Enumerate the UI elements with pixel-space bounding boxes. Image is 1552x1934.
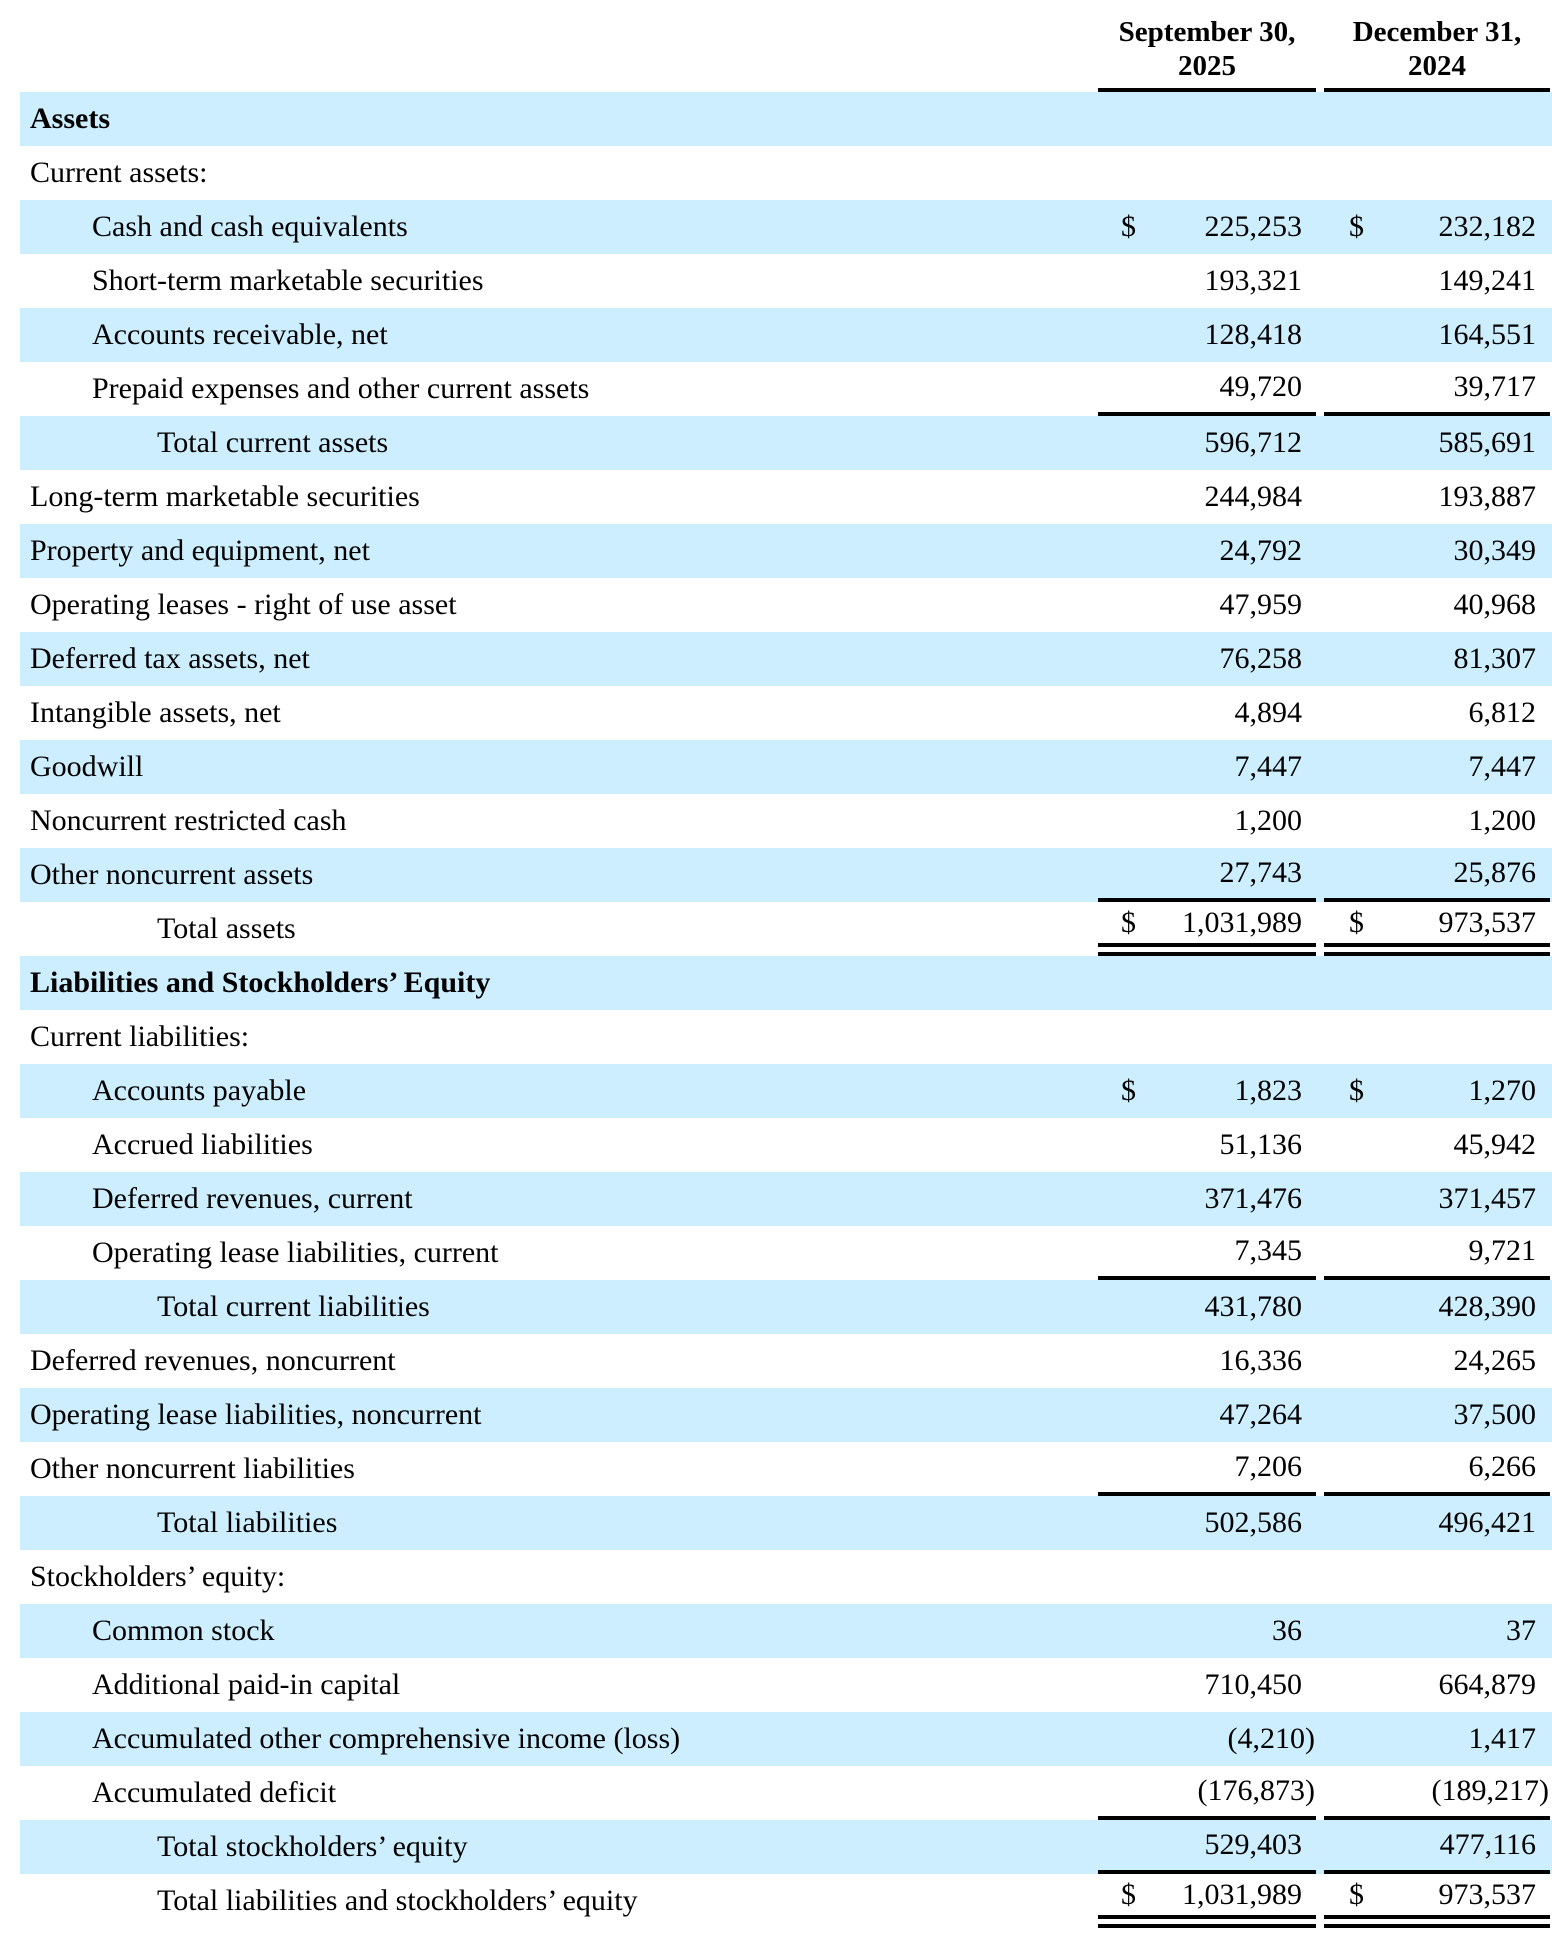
table-row bbox=[20, 308, 1552, 362]
amount-2025 bbox=[1098, 416, 1316, 470]
row-label: Accumulated deficit bbox=[92, 1776, 337, 1809]
dollar-sign: $ bbox=[1349, 905, 1364, 939]
row-label: Intangible assets, net bbox=[30, 696, 281, 729]
section-header-row bbox=[20, 956, 1552, 1010]
amount-2025 bbox=[1098, 1712, 1316, 1766]
amount-value: 149,241 bbox=[1438, 264, 1536, 297]
amount-value: 1,031,989 bbox=[1182, 905, 1302, 939]
table-row bbox=[20, 902, 1552, 956]
amount-value: 6,812 bbox=[1468, 696, 1536, 729]
table-row bbox=[20, 1388, 1552, 1442]
amount-2025 bbox=[1098, 1658, 1316, 1712]
amount-value: 24,265 bbox=[1453, 1344, 1536, 1377]
amount-2025 bbox=[1098, 146, 1316, 200]
amount-2025 bbox=[1098, 794, 1316, 848]
table-row bbox=[20, 578, 1552, 632]
amount-2024 bbox=[1324, 416, 1550, 470]
dollar-sign: $ bbox=[1121, 905, 1136, 939]
amount-value: 45,942 bbox=[1453, 1128, 1536, 1161]
amount-2024 bbox=[1324, 200, 1550, 254]
row-label: Accounts receivable, net bbox=[92, 318, 388, 351]
row-label: Property and equipment, net bbox=[30, 534, 370, 567]
amount-2024 bbox=[1324, 632, 1550, 686]
amount-value: 428,390 bbox=[1438, 1290, 1536, 1323]
table-row bbox=[20, 200, 1552, 254]
dollar-sign: $ bbox=[1121, 1074, 1136, 1107]
amount-value: 244,984 bbox=[1204, 480, 1302, 513]
table-body bbox=[20, 92, 1552, 1928]
amount-value: 477,116 bbox=[1439, 1828, 1536, 1861]
amount-2024 bbox=[1324, 1388, 1550, 1442]
table-row bbox=[20, 146, 1552, 200]
amount-2024 bbox=[1324, 470, 1550, 524]
row-label: Total liabilities bbox=[157, 1506, 338, 1539]
table-row bbox=[20, 470, 1552, 524]
row-label: Assets bbox=[30, 102, 110, 135]
table-row bbox=[20, 1820, 1552, 1874]
amount-value: 371,457 bbox=[1438, 1182, 1536, 1215]
amount-value: 1,270 bbox=[1468, 1074, 1536, 1107]
amount-2024 bbox=[1324, 254, 1550, 308]
row-label: Prepaid expenses and other current assets bbox=[92, 372, 590, 405]
amount-2024 bbox=[1324, 1766, 1550, 1820]
row-label: Total current liabilities bbox=[157, 1290, 430, 1323]
row-label: Operating lease liabilities, noncurrent bbox=[30, 1398, 482, 1431]
amount-value: 496,421 bbox=[1438, 1506, 1536, 1539]
table-row bbox=[20, 1442, 1552, 1496]
amount-2025 bbox=[1098, 956, 1316, 1010]
dollar-sign: $ bbox=[1349, 1074, 1364, 1107]
amount-2024 bbox=[1324, 362, 1550, 416]
amount-2025 bbox=[1098, 1118, 1316, 1172]
amount-2024 bbox=[1324, 848, 1550, 902]
amount-value: 76,258 bbox=[1219, 642, 1302, 675]
row-label: Long-term marketable securities bbox=[30, 480, 420, 513]
row-label: Goodwill bbox=[30, 750, 144, 783]
amount-2024 bbox=[1324, 308, 1550, 362]
amount-2025 bbox=[1098, 902, 1316, 956]
amount-2024 bbox=[1324, 1496, 1550, 1550]
table-row bbox=[20, 1604, 1552, 1658]
row-label: Current liabilities: bbox=[30, 1020, 250, 1053]
row-label: Short-term marketable securities bbox=[92, 264, 484, 297]
column-header-date-line: September 30, bbox=[1118, 15, 1296, 48]
table-row bbox=[20, 1226, 1552, 1280]
amount-2025 bbox=[1098, 740, 1316, 794]
table-row bbox=[20, 1010, 1552, 1064]
row-label: Accumulated other comprehensive income (loss) bbox=[92, 1722, 681, 1755]
amount-value: 27,743 bbox=[1219, 856, 1302, 889]
amount-value: 7,345 bbox=[1234, 1234, 1302, 1267]
dollar-sign: $ bbox=[1349, 1877, 1364, 1911]
amount-2025 bbox=[1098, 848, 1316, 902]
amount-value: 49,720 bbox=[1219, 370, 1302, 403]
amount-value: 193,887 bbox=[1438, 480, 1536, 513]
table-row bbox=[20, 1280, 1552, 1334]
table-row bbox=[20, 1064, 1552, 1118]
amount-2024 bbox=[1324, 1712, 1550, 1766]
amount-2025 bbox=[1098, 1064, 1316, 1118]
table-row bbox=[20, 1172, 1552, 1226]
amount-2025 bbox=[1098, 686, 1316, 740]
amount-value: 51,136 bbox=[1219, 1128, 1302, 1161]
row-label: Deferred tax assets, net bbox=[30, 642, 310, 675]
amount-2024 bbox=[1324, 1226, 1550, 1280]
amount-2025 bbox=[1098, 1388, 1316, 1442]
amount-value: 502,586 bbox=[1204, 1506, 1302, 1539]
amount-value: 193,321 bbox=[1204, 264, 1302, 297]
amount-value: 24,792 bbox=[1219, 534, 1302, 567]
amount-value: 710,450 bbox=[1204, 1668, 1302, 1701]
amount-2024 bbox=[1324, 794, 1550, 848]
dollar-sign: $ bbox=[1121, 210, 1136, 243]
row-label: Accounts payable bbox=[92, 1074, 307, 1107]
amount-value: 16,336 bbox=[1219, 1344, 1302, 1377]
amount-value: (4,210) bbox=[1227, 1722, 1315, 1755]
table-row bbox=[20, 524, 1552, 578]
amount-2025 bbox=[1098, 632, 1316, 686]
amount-2024 bbox=[1324, 146, 1550, 200]
table-row bbox=[20, 686, 1552, 740]
amount-2024 bbox=[1324, 686, 1550, 740]
amount-value: 1,200 bbox=[1468, 804, 1536, 837]
amount-2024 bbox=[1324, 1118, 1550, 1172]
amount-2024 bbox=[1324, 1658, 1550, 1712]
amount-2024 bbox=[1324, 1172, 1550, 1226]
dollar-sign: $ bbox=[1349, 210, 1364, 243]
amount-2025 bbox=[1098, 362, 1316, 416]
column-header-year-line: 2024 bbox=[1408, 49, 1466, 82]
row-label: Operating leases - right of use asset bbox=[30, 588, 457, 621]
amount-value: 36 bbox=[1272, 1614, 1302, 1647]
amount-2025 bbox=[1098, 1766, 1316, 1820]
row-label: Deferred revenues, current bbox=[92, 1182, 413, 1215]
amount-value: 164,551 bbox=[1438, 318, 1536, 351]
amount-2025 bbox=[1098, 254, 1316, 308]
amount-2025 bbox=[1098, 308, 1316, 362]
section-header-row bbox=[20, 92, 1552, 146]
table-row bbox=[20, 362, 1552, 416]
amount-2024 bbox=[1324, 524, 1550, 578]
amount-2025 bbox=[1098, 92, 1316, 146]
amount-value: 596,712 bbox=[1204, 426, 1302, 459]
table-row bbox=[20, 1874, 1552, 1928]
amount-2024 bbox=[1324, 92, 1550, 146]
amount-value: 664,879 bbox=[1438, 1668, 1536, 1701]
table-row bbox=[20, 632, 1552, 686]
amount-2025 bbox=[1098, 1226, 1316, 1280]
amount-value: 1,417 bbox=[1468, 1722, 1536, 1755]
amount-value: 47,959 bbox=[1219, 588, 1302, 621]
amount-value: 4,894 bbox=[1234, 696, 1302, 729]
column-header-year-line: 2025 bbox=[1178, 49, 1236, 82]
amount-2024 bbox=[1324, 1010, 1550, 1064]
column-header-sep-30-2025 bbox=[1098, 15, 1316, 92]
amount-value: 1,823 bbox=[1234, 1074, 1302, 1107]
amount-2025 bbox=[1098, 1874, 1316, 1928]
amount-2024 bbox=[1324, 1334, 1550, 1388]
amount-2024 bbox=[1324, 1550, 1550, 1604]
amount-2024 bbox=[1324, 740, 1550, 794]
amount-value: 585,691 bbox=[1438, 426, 1536, 459]
amount-2024 bbox=[1324, 578, 1550, 632]
amount-2025 bbox=[1098, 578, 1316, 632]
table-row bbox=[20, 1550, 1552, 1604]
amount-value: 1,031,989 bbox=[1182, 1877, 1302, 1911]
row-label: Operating lease liabilities, current bbox=[92, 1236, 499, 1269]
amount-value: 431,780 bbox=[1204, 1290, 1302, 1323]
amount-value: 1,200 bbox=[1234, 804, 1302, 837]
table-row bbox=[20, 1334, 1552, 1388]
amount-2025 bbox=[1098, 200, 1316, 254]
amount-2025 bbox=[1098, 524, 1316, 578]
amount-value: 7,447 bbox=[1234, 750, 1302, 783]
row-label: Other noncurrent assets bbox=[30, 858, 314, 891]
table-row bbox=[20, 416, 1552, 470]
amount-value: 37 bbox=[1506, 1614, 1536, 1647]
amount-2025 bbox=[1098, 1334, 1316, 1388]
row-label: Other noncurrent liabilities bbox=[30, 1452, 355, 1485]
amount-2025 bbox=[1098, 1550, 1316, 1604]
amount-value: 25,876 bbox=[1453, 856, 1536, 889]
table-row bbox=[20, 1712, 1552, 1766]
row-label: Total stockholders’ equity bbox=[157, 1830, 468, 1863]
row-label: Total liabilities and stockholders’ equity bbox=[157, 1884, 638, 1917]
amount-value: 973,537 bbox=[1438, 1877, 1536, 1911]
row-label: Accrued liabilities bbox=[92, 1128, 313, 1161]
amount-2024 bbox=[1324, 1064, 1550, 1118]
amount-2025 bbox=[1098, 470, 1316, 524]
row-label: Total current assets bbox=[157, 426, 389, 459]
amount-2025 bbox=[1098, 1604, 1316, 1658]
row-label: Cash and cash equivalents bbox=[92, 210, 408, 243]
amount-2024 bbox=[1324, 902, 1550, 956]
amount-value: 6,266 bbox=[1468, 1450, 1536, 1483]
table-row bbox=[20, 794, 1552, 848]
amount-value: (189,217) bbox=[1431, 1774, 1549, 1807]
amount-2024 bbox=[1324, 1874, 1550, 1928]
table-row bbox=[20, 1496, 1552, 1550]
amount-value: 47,264 bbox=[1219, 1398, 1302, 1431]
table-row bbox=[20, 254, 1552, 308]
row-label: Liabilities and Stockholders’ Equity bbox=[30, 966, 491, 999]
amount-2025 bbox=[1098, 1172, 1316, 1226]
amount-2025 bbox=[1098, 1820, 1316, 1874]
amount-value: 37,500 bbox=[1453, 1398, 1536, 1431]
amount-value: 7,447 bbox=[1468, 750, 1536, 783]
table-row bbox=[20, 1118, 1552, 1172]
column-header-dec-31-2024 bbox=[1324, 15, 1550, 92]
row-label: Additional paid-in capital bbox=[92, 1668, 401, 1701]
table-row bbox=[20, 740, 1552, 794]
amount-2025 bbox=[1098, 1010, 1316, 1064]
amount-value: 232,182 bbox=[1438, 210, 1536, 243]
table-row bbox=[20, 1658, 1552, 1712]
column-header-date-line: December 31, bbox=[1352, 15, 1522, 48]
table-header-row bbox=[20, 10, 1552, 92]
table-row bbox=[20, 1766, 1552, 1820]
amount-2024 bbox=[1324, 1820, 1550, 1874]
amount-value: 30,349 bbox=[1453, 534, 1536, 567]
amount-2024 bbox=[1324, 1442, 1550, 1496]
row-label: Total assets bbox=[157, 912, 296, 945]
amount-2024 bbox=[1324, 1604, 1550, 1658]
amount-2024 bbox=[1324, 956, 1550, 1010]
amount-value: 973,537 bbox=[1438, 905, 1536, 939]
amount-value: 7,206 bbox=[1234, 1450, 1302, 1483]
amount-value: 39,717 bbox=[1453, 370, 1536, 403]
amount-2025 bbox=[1098, 1442, 1316, 1496]
row-label: Noncurrent restricted cash bbox=[30, 804, 347, 837]
row-label: Stockholders’ equity: bbox=[30, 1560, 286, 1593]
amount-value: 81,307 bbox=[1453, 642, 1536, 675]
amount-value: 529,403 bbox=[1204, 1828, 1302, 1861]
table-row bbox=[20, 848, 1552, 902]
amount-value: 40,968 bbox=[1453, 588, 1536, 621]
amount-2025 bbox=[1098, 1280, 1316, 1334]
amount-value: (176,873) bbox=[1197, 1774, 1315, 1807]
dollar-sign: $ bbox=[1121, 1877, 1136, 1911]
row-label: Current assets: bbox=[30, 156, 208, 189]
row-label: Common stock bbox=[92, 1614, 275, 1647]
amount-value: 128,418 bbox=[1204, 318, 1302, 351]
amount-value: 9,721 bbox=[1468, 1234, 1536, 1267]
amount-2025 bbox=[1098, 1496, 1316, 1550]
amount-2024 bbox=[1324, 1280, 1550, 1334]
amount-value: 371,476 bbox=[1204, 1182, 1302, 1215]
row-label: Deferred revenues, noncurrent bbox=[30, 1344, 396, 1377]
amount-value: 225,253 bbox=[1204, 210, 1302, 243]
